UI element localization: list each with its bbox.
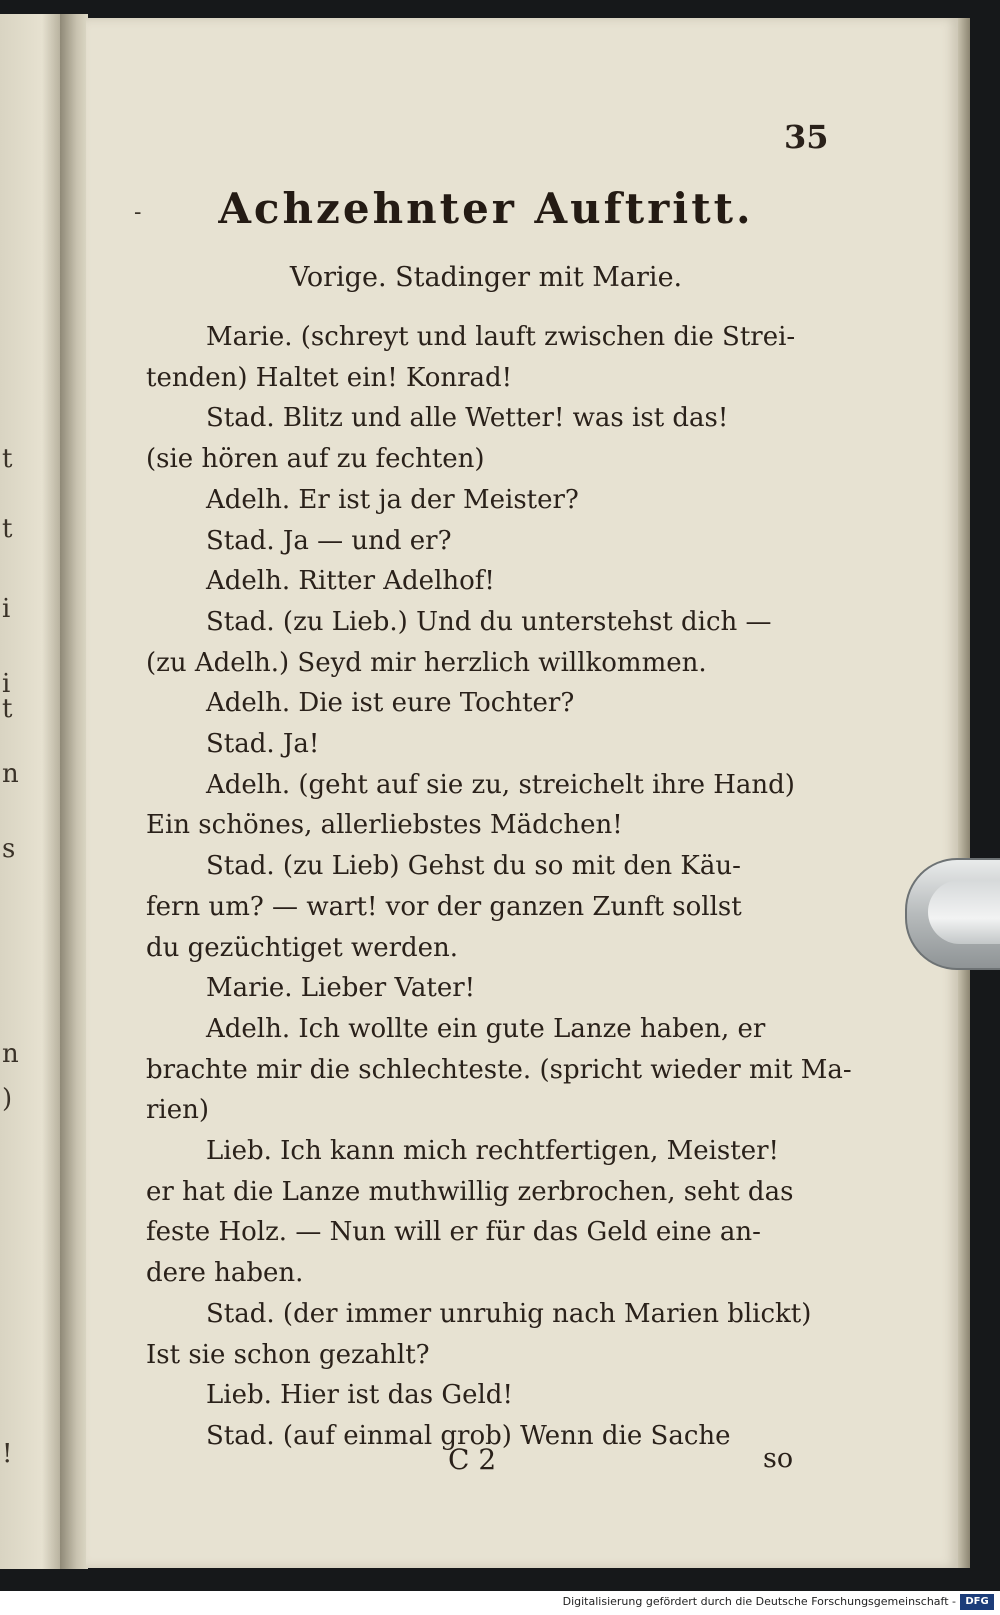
text-line: Stad. (zu Lieb) Gehst du so mit den Käu- — [206, 851, 741, 882]
text-line: Stad. Ja! — [206, 729, 320, 759]
text-line: Lieb. Hier ist das Geld! — [206, 1380, 513, 1411]
left-page-fragment: i — [2, 594, 11, 624]
text-line: rien) — [146, 1095, 210, 1126]
text-line: Adelh. Er ist ja der Meister? — [206, 484, 579, 515]
page-clip-inner — [928, 880, 1000, 944]
text-line: Stad. Blitz und alle Wetter! was ist das! — [206, 403, 729, 434]
text-line: Stad. (der immer unruhig nach Marien blickt) — [206, 1298, 812, 1329]
text-line: Stad. Ja — und er? — [206, 525, 452, 556]
text-line: Marie. Lieber Vater! — [206, 973, 476, 1004]
text-line: Adelh. Ritter Adelhof! — [206, 566, 495, 597]
scene-title: Achzehnter Auftritt. — [218, 184, 754, 233]
left-page-fragment: t — [2, 514, 13, 544]
page-edge — [958, 18, 970, 1568]
left-page-fragment: t — [2, 694, 13, 724]
text-line: Marie. (schreyt und lauft zwischen die Strei- — [206, 322, 796, 352]
left-page-fragment: ) — [2, 1084, 13, 1114]
text-line: (sie hören auf zu fechten) — [146, 444, 485, 475]
left-page-edge — [0, 14, 60, 1569]
page-number: 35 — [784, 118, 829, 156]
book-gutter — [60, 14, 88, 1569]
left-page-fragment: t — [2, 444, 13, 474]
left-page-fragment: n — [2, 1039, 19, 1069]
catchword: so — [763, 1443, 794, 1474]
text-line: fern um? — wart! vor der ganzen Zunft sollst — [146, 891, 742, 922]
text-line: Adelh. Ich wollte ein gute Lanze haben, er — [206, 1013, 766, 1044]
text-line: Lieb. Ich kann mich rechtfertigen, Meister! — [206, 1136, 779, 1166]
footer-bar — [0, 1591, 1000, 1615]
text-line: tenden) Haltet ein! Konrad! — [146, 362, 513, 393]
text-line: Ein schönes, allerliebstes Mädchen! — [146, 810, 623, 841]
text-line: dere haben. — [146, 1258, 304, 1289]
text-line: Adelh. (geht auf sie zu, streichelt ihre Hand) — [206, 769, 795, 800]
dfg-logo: DFG — [960, 1594, 994, 1610]
left-page-fragment: i — [2, 669, 11, 699]
text-line: Ist sie schon gezahlt? — [146, 1339, 430, 1370]
text-line: brachte mir die schlechteste. (spricht wieder mit Ma- — [146, 1054, 852, 1085]
left-page-fragment: n — [2, 759, 19, 789]
text-line: feste Holz. — Nun will er für das Geld eine an- — [146, 1217, 761, 1248]
left-page-fragment: ! — [2, 1439, 13, 1469]
text-line: Adelh. Die ist eure Tochter? — [206, 688, 575, 719]
scene-subtitle: Vorige. Stadinger mit Marie. — [289, 262, 683, 293]
text-line: Stad. (auf einmal grob) Wenn die Sache — [206, 1420, 731, 1451]
signature-mark: C 2 — [448, 1443, 497, 1476]
text-line: (zu Adelh.) Seyd mir herzlich willkommen. — [146, 647, 707, 678]
stray-mark: - — [134, 200, 142, 225]
text-line: du gezüchtiget werden. — [146, 932, 459, 963]
left-page-fragment: s — [2, 834, 16, 864]
footer-credit: Digitalisierung gefördert durch die Deutsche Forschungsgemeinschaft - — [562, 1595, 956, 1608]
text-line: er hat die Lanze muthwillig zerbrochen, seht das — [146, 1176, 794, 1207]
text-line: Stad. (zu Lieb.) Und du unterstehst dich — — [206, 606, 772, 637]
